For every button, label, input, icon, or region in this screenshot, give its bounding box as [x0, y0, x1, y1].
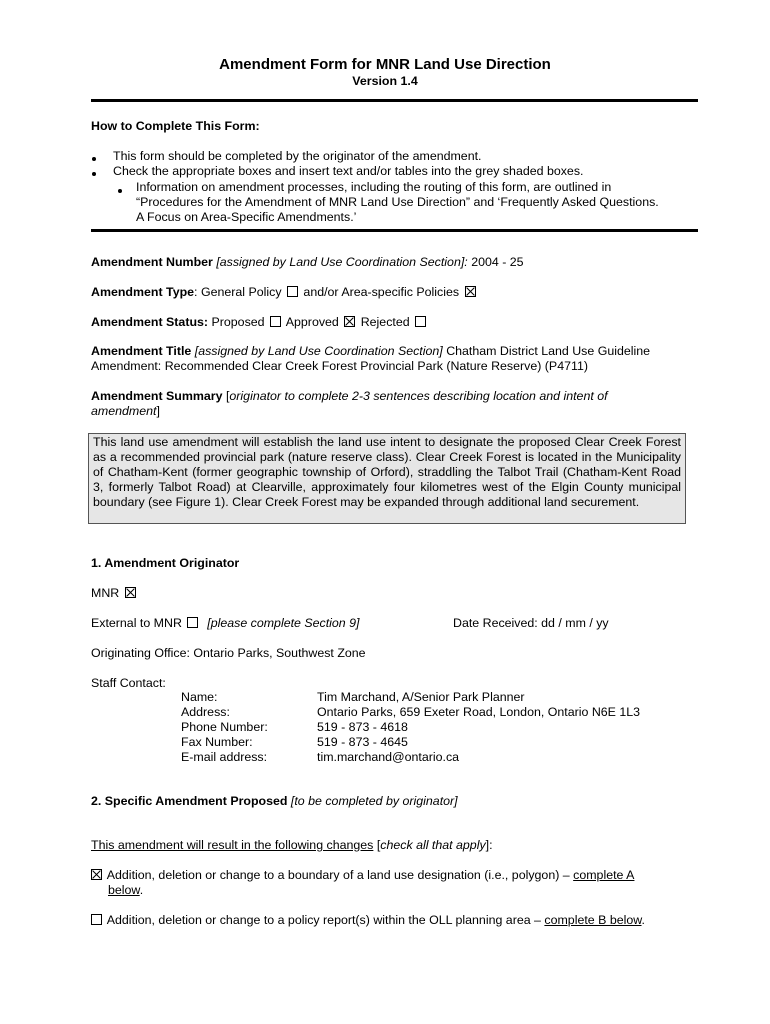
originating-office: Originating Office: Ontario Parks, Southwest Zone	[91, 646, 366, 660]
change-a-link-1[interactable]: complete A	[573, 868, 635, 882]
contact-label: Fax Number:	[181, 735, 253, 749]
change-a-checkbox[interactable]	[91, 869, 102, 880]
bullet-icon	[92, 165, 96, 179]
external-note: [please complete Section 9]	[207, 616, 360, 630]
amendment-status-label: Amendment Status:	[91, 315, 209, 329]
changes-intro-note: check all that apply	[380, 838, 486, 852]
status-proposed-checkbox[interactable]	[270, 316, 281, 327]
staff-contact-label: Staff Contact:	[91, 676, 166, 690]
amendment-status-row	[91, 315, 428, 329]
mid-rule	[91, 229, 698, 232]
change-a-text: Addition, deletion or change to a boundary of a land use designation (i.e., polygon) –	[106, 868, 570, 882]
type-area-specific-checkbox[interactable]	[465, 286, 476, 297]
status-proposed-label: Proposed	[211, 315, 265, 329]
status-approved-label: Approved	[285, 315, 339, 329]
amendment-summary-note-2: amendment	[91, 404, 157, 418]
change-b-text: Addition, deletion or change to a policy report(s) within the OLL planning area –	[106, 913, 541, 927]
howto-sub-line-3: A Focus on Area-Specific Amendments.’	[136, 210, 357, 224]
amendment-summary-textbox[interactable]: This land use amendment will establish the land use intent to designate the proposed Clear Creek Forest as a recommended provincial park (nature reserve class). Clear Creek Forest is located in the Municipality of Chatham-Kent (former geographic township of Orford), straddling the Talbot Trail (Chatham-Kent Road 3, formerly Talbot Road) at Clearville, approximately four kilometres west of the Elgin County municipal boundary (see Figure 1). Clear Creek Forest may be expanded through additional land securement.	[88, 433, 686, 524]
change-a-link-2[interactable]: below	[108, 883, 140, 897]
type-area-specific-label: and/or Area-specific Policies	[303, 285, 460, 299]
contact-value: Ontario Parks, 659 Exeter Road, London, Ontario N6E 1L3	[317, 705, 641, 719]
amendment-title-label: Amendment Title	[91, 344, 192, 358]
contact-label: E-mail address:	[181, 750, 268, 764]
amendment-summary-label: Amendment Summary	[91, 389, 223, 403]
amendment-number-note: [assigned by Land Use Coordination Section]:	[216, 255, 468, 269]
contact-value: 519 - 873 - 4618	[317, 720, 408, 734]
mnr-label: MNR	[91, 586, 120, 600]
type-general-policy-label: General Policy	[200, 285, 282, 299]
section-2-heading-note: [to be completed by originator]	[290, 794, 458, 808]
amendment-number-value: 2004 - 25	[471, 255, 524, 269]
section-2-heading: 2. Specific Amendment Proposed	[91, 794, 288, 808]
changes-intro-row: This amendment will result in the following changes [check all that apply]:	[91, 838, 493, 852]
contact-label: Address:	[181, 705, 230, 719]
contact-value: 519 - 873 - 4645	[317, 735, 408, 749]
amendment-title-row	[91, 344, 650, 358]
amendment-title-value-1: Chatham District Land Use Guideline	[446, 344, 651, 358]
change-b-checkbox[interactable]	[91, 914, 102, 925]
type-general-policy-checkbox[interactable]	[287, 286, 298, 297]
bullet-icon	[118, 182, 122, 196]
external-checkbox[interactable]	[187, 617, 198, 628]
section-2-heading-row	[91, 794, 458, 808]
howto-bullet-1: This form should be completed by the originator of the amendment.	[113, 149, 482, 163]
form-title: Amendment Form for MNR Land Use Direction	[219, 56, 551, 73]
contact-value: tim.marchand@ontario.ca	[317, 750, 460, 764]
howto-sub-line-2: “Procedures for the Amendment of MNR Land Use Direction” and ‘Frequently Asked Questions.	[136, 195, 659, 209]
external-label: External to MNR	[91, 616, 182, 630]
change-a-row	[91, 868, 634, 882]
contact-label: Name:	[181, 690, 218, 704]
section-1-heading: 1. Amendment Originator	[91, 556, 240, 570]
amendment-number-row	[91, 255, 524, 269]
date-received[interactable]: Date Received: dd / mm / yy	[453, 616, 609, 630]
howto-heading: How to Complete This Form:	[91, 119, 260, 133]
changes-intro: This amendment will result in the following changes	[91, 838, 374, 852]
contact-label: Phone Number:	[181, 720, 268, 734]
mnr-checkbox[interactable]	[125, 587, 136, 598]
status-rejected-checkbox[interactable]	[415, 316, 426, 327]
change-b-link[interactable]: complete B below	[544, 913, 642, 927]
howto-sub-line-1: Information on amendment processes, including the routing of this form, are outlined in	[136, 180, 612, 194]
external-row	[91, 616, 359, 630]
change-b-row: Addition, deletion or change to a policy report(s) within the OLL planning area – complete B below.	[91, 913, 645, 927]
amendment-summary-note-1: originator to complete 2-3 sentences describing location and intent of	[229, 389, 608, 403]
bullet-icon	[92, 150, 96, 164]
amendment-title-value-2: Amendment: Recommended Clear Creek Forest Provincial Park (Nature Reserve) (P4711)	[91, 359, 588, 373]
howto-bullet-2: Check the appropriate boxes and insert text and/or tables into the grey shaded boxes.	[113, 164, 584, 178]
amendment-title-note: [assigned by Land Use Coordination Section]	[194, 344, 443, 358]
amendment-number-label: Amendment Number	[91, 255, 213, 269]
amendment-summary-row: Amendment Summary [originator to complete 2-3 sentences describing location and intent of	[91, 389, 608, 403]
mnr-row	[91, 586, 138, 600]
form-version: Version 1.4	[352, 74, 418, 88]
status-rejected-label: Rejected	[360, 315, 410, 329]
amendment-type-label: Amendment Type	[91, 285, 195, 299]
staff-contact-table	[0, 690, 770, 770]
amendment-summary-row-2: amendment]	[91, 404, 160, 418]
top-rule	[91, 99, 698, 102]
status-approved-checkbox[interactable]	[344, 316, 355, 327]
contact-value: Tim Marchand, A/Senior Park Planner	[317, 690, 525, 704]
amendment-type-row: Amendment Type: General Policy and/or Area-specific Policies	[91, 285, 478, 299]
change-a-row-2: below.	[108, 883, 144, 897]
